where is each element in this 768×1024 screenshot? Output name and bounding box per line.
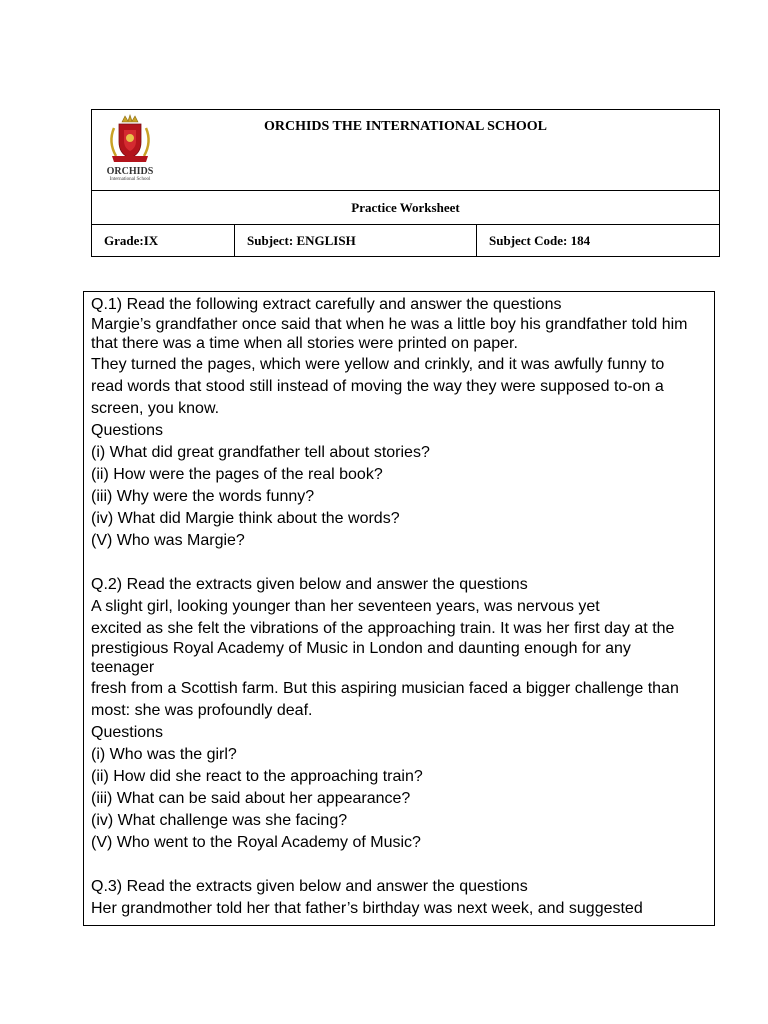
q2-question: (i) Who was the girl? (91, 746, 237, 763)
q1-question: (V) Who was Margie? (91, 532, 245, 549)
spacer (91, 854, 707, 876)
q1-title: Q.1) Read the following extract carefully and answer the questions (91, 296, 562, 313)
q2-question: (iii) What can be said about her appearance? (91, 790, 411, 807)
worksheet-title: Practice Worksheet (351, 200, 460, 215)
logo-subtext: International School (109, 177, 151, 182)
header-row-school (92, 110, 719, 191)
spacer (91, 552, 707, 574)
school-name: ORCHIDS THE INTERNATIONAL SCHOOL (263, 119, 548, 134)
q2-question: (iv) What challenge was she facing? (91, 812, 348, 829)
q2-passage-line: excited as she felt the vibrations of the approaching train. It was her first day at the (91, 620, 675, 637)
q1-passage-line: screen, you know. (91, 400, 220, 417)
q3-title: Q.3) Read the extracts given below and answer the questions (91, 878, 528, 895)
q1-passage-line: Margie’s grandfather once said that when he was a little boy his grandfather told him (91, 316, 688, 333)
q1-question: (iv) What did Margie think about the words? (91, 510, 400, 527)
q1-passage-line: They turned the pages, which were yellow and crinkly, and it was awfully funny to (91, 356, 665, 373)
q2-question: (V) Who went to the Royal Academy of Music? (91, 834, 421, 851)
q2-passage-line: prestigious Royal Academy of Music in London and daunting enough for any (91, 640, 631, 657)
q1-question: (iii) Why were the words funny? (91, 488, 315, 505)
q2-questions-label: Questions (91, 724, 164, 741)
q2-question: (ii) How did she react to the approaching train? (91, 768, 423, 785)
q2-passage-line: teenager (91, 659, 155, 676)
questions-content (91, 294, 707, 920)
header-table (91, 109, 720, 257)
q2-passage-line: fresh from a Scottish farm. But this aspiring musician faced a bigger challenge than (91, 680, 679, 697)
questions-box (83, 291, 715, 926)
q1-question: (ii) How were the pages of the real book? (91, 466, 383, 483)
subject-code-cell: Subject Code: 184 (489, 233, 591, 248)
q3-passage-line: Her grandmother told her that father’s birthday was next week, and suggested (91, 900, 643, 917)
header-row-details (92, 225, 719, 257)
q2-passage-line: A slight girl, looking younger than her seventeen years, was nervous yet (91, 598, 600, 615)
q1-passage-line: read words that stood still instead of moving the way they were supposed to-on a (91, 378, 664, 395)
q1-question: (i) What did great grandfather tell about stories? (91, 444, 430, 461)
grade-cell: Grade:IX (92, 225, 235, 257)
header-row-title (92, 191, 719, 225)
q2-passage-line: most: she was profoundly deaf. (91, 702, 313, 719)
subject-cell: Subject: ENGLISH (235, 225, 477, 257)
q2-title: Q.2) Read the extracts given below and answer the questions (91, 576, 528, 593)
q1-passage-line: that there was a time when all stories were printed on paper. (91, 335, 518, 352)
q1-questions-label: Questions (91, 422, 164, 439)
logo-wordmark: ORCHIDS (106, 166, 154, 177)
